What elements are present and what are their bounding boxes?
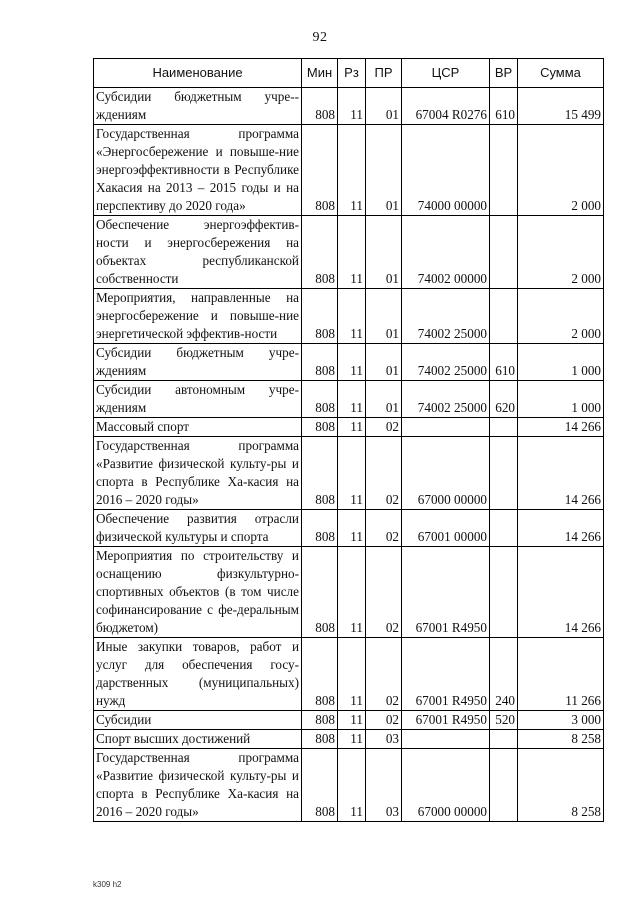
cell-min: 808 (302, 730, 338, 749)
cell-name: Государственная программа «Развитие физической культу-ры и спорта в Республике Ха-касия на 2016 – 2020 годы» (94, 437, 302, 510)
table-row (94, 418, 604, 437)
table-row (94, 344, 604, 381)
table-header-row (94, 59, 604, 88)
cell-rz: 11 (338, 344, 366, 381)
cell-pr: 03 (366, 749, 402, 822)
cell-rz: 11 (338, 216, 366, 289)
cell-csr (402, 730, 490, 749)
table-row (94, 749, 604, 822)
cell-pr: 02 (366, 510, 402, 547)
cell-pr: 02 (366, 418, 402, 437)
table-row (94, 88, 604, 125)
cell-csr: 67001 R4950 (402, 638, 490, 711)
table-row (94, 125, 604, 216)
cell-sum: 8 258 (518, 749, 604, 822)
cell-csr: 74002 25000 (402, 381, 490, 418)
cell-sum: 15 499 (518, 88, 604, 125)
footer-code: k309 h2 (93, 880, 122, 889)
header-sum: Сумма (518, 59, 604, 88)
cell-name: Мероприятия по строительству и оснащению физкультурно-спортивных объектов (в том числе софинансирование с фе-деральным бюджетом) (94, 547, 302, 638)
cell-sum: 8 258 (518, 730, 604, 749)
cell-rz: 11 (338, 510, 366, 547)
cell-sum: 14 266 (518, 510, 604, 547)
cell-pr: 01 (366, 344, 402, 381)
cell-csr: 74002 00000 (402, 216, 490, 289)
cell-min: 808 (302, 711, 338, 730)
page-number: 92 (312, 30, 328, 45)
cell-min: 808 (302, 381, 338, 418)
cell-sum: 11 266 (518, 638, 604, 711)
cell-csr: 67001 R4950 (402, 711, 490, 730)
cell-name: Государственная программа «Энергосбережение и повыше-ние энергоэффективности в Республике Хакасия на 2013 – 2015 годы и на перспективу до 2020 года» (94, 125, 302, 216)
cell-name: Иные закупки товаров, работ и услуг для обеспечения госу-дарственных (муниципальных) нужд (94, 638, 302, 711)
cell-min: 808 (302, 88, 338, 125)
cell-vr (490, 749, 518, 822)
cell-csr: 67004 R0276 (402, 88, 490, 125)
cell-rz: 11 (338, 711, 366, 730)
cell-pr: 01 (366, 125, 402, 216)
cell-sum: 2 000 (518, 125, 604, 216)
cell-vr (490, 418, 518, 437)
header-pr: ПР (366, 59, 402, 88)
table-row (94, 216, 604, 289)
cell-rz: 11 (338, 749, 366, 822)
cell-min: 808 (302, 638, 338, 711)
cell-csr: 74002 25000 (402, 289, 490, 344)
cell-vr: 620 (490, 381, 518, 418)
cell-rz: 11 (338, 547, 366, 638)
cell-sum: 14 266 (518, 437, 604, 510)
cell-pr: 02 (366, 711, 402, 730)
cell-vr (490, 216, 518, 289)
header-name: Наименование (94, 59, 302, 88)
cell-csr: 67000 00000 (402, 437, 490, 510)
table-body (94, 88, 604, 822)
cell-sum: 1 000 (518, 381, 604, 418)
cell-rz: 11 (338, 418, 366, 437)
cell-rz: 11 (338, 88, 366, 125)
cell-pr: 01 (366, 381, 402, 418)
cell-name: Субсидии бюджетным учре-ждениям (94, 88, 302, 125)
cell-sum: 14 266 (518, 547, 604, 638)
cell-vr (490, 437, 518, 510)
cell-name: Государственная программа «Развитие физической культу-ры и спорта в Республике Ха-касия на 2016 – 2020 годы» (94, 749, 302, 822)
table-row (94, 638, 604, 711)
header-vr: ВР (490, 59, 518, 88)
cell-csr: 67000 00000 (402, 749, 490, 822)
header-rz: Рз (338, 59, 366, 88)
table-row (94, 381, 604, 418)
table-row (94, 510, 604, 547)
header-min: Мин (302, 59, 338, 88)
cell-rz: 11 (338, 638, 366, 711)
cell-min: 808 (302, 437, 338, 510)
cell-sum: 1 000 (518, 344, 604, 381)
cell-name: Субсидии бюджетным учре-ждениям (94, 344, 302, 381)
cell-name: Обеспечение энергоэффектив-ности и энергосбережения на объектах республиканской собственности (94, 216, 302, 289)
cell-name: Мероприятия, направленные на энергосбережение и повыше-ние энергетической эффектив-ности (94, 289, 302, 344)
cell-name: Субсидии (94, 711, 302, 730)
cell-vr (490, 730, 518, 749)
cell-min: 808 (302, 125, 338, 216)
cell-pr: 02 (366, 437, 402, 510)
cell-pr: 01 (366, 289, 402, 344)
cell-min: 808 (302, 216, 338, 289)
cell-vr (490, 125, 518, 216)
cell-min: 808 (302, 418, 338, 437)
cell-vr (490, 510, 518, 547)
cell-pr: 02 (366, 547, 402, 638)
cell-csr: 67001 R4950 (402, 547, 490, 638)
table-row (94, 730, 604, 749)
cell-min: 808 (302, 547, 338, 638)
cell-vr: 240 (490, 638, 518, 711)
cell-rz: 11 (338, 125, 366, 216)
table-row (94, 437, 604, 510)
table-row (94, 547, 604, 638)
cell-csr: 74000 00000 (402, 125, 490, 216)
cell-name: Обеспечение развития отрасли физической культуры и спорта (94, 510, 302, 547)
cell-rz: 11 (338, 289, 366, 344)
cell-sum: 3 000 (518, 711, 604, 730)
cell-min: 808 (302, 344, 338, 381)
cell-sum: 2 000 (518, 216, 604, 289)
cell-name: Спорт высших достижений (94, 730, 302, 749)
cell-vr (490, 547, 518, 638)
cell-pr: 02 (366, 638, 402, 711)
table-row (94, 711, 604, 730)
cell-name: Массовый спорт (94, 418, 302, 437)
cell-min: 808 (302, 510, 338, 547)
cell-name: Субсидии автономным учре-ждениям (94, 381, 302, 418)
cell-vr (490, 289, 518, 344)
header-csr: ЦСР (402, 59, 490, 88)
cell-min: 808 (302, 749, 338, 822)
cell-rz: 11 (338, 381, 366, 418)
table-row (94, 289, 604, 344)
cell-sum: 2 000 (518, 289, 604, 344)
cell-vr: 610 (490, 88, 518, 125)
cell-rz: 11 (338, 437, 366, 510)
cell-csr (402, 418, 490, 437)
budget-table (93, 58, 604, 822)
cell-rz: 11 (338, 730, 366, 749)
cell-pr: 01 (366, 88, 402, 125)
cell-sum: 14 266 (518, 418, 604, 437)
cell-csr: 74002 25000 (402, 344, 490, 381)
cell-pr: 03 (366, 730, 402, 749)
cell-vr: 520 (490, 711, 518, 730)
cell-pr: 01 (366, 216, 402, 289)
cell-min: 808 (302, 289, 338, 344)
cell-vr: 610 (490, 344, 518, 381)
cell-csr: 67001 00000 (402, 510, 490, 547)
